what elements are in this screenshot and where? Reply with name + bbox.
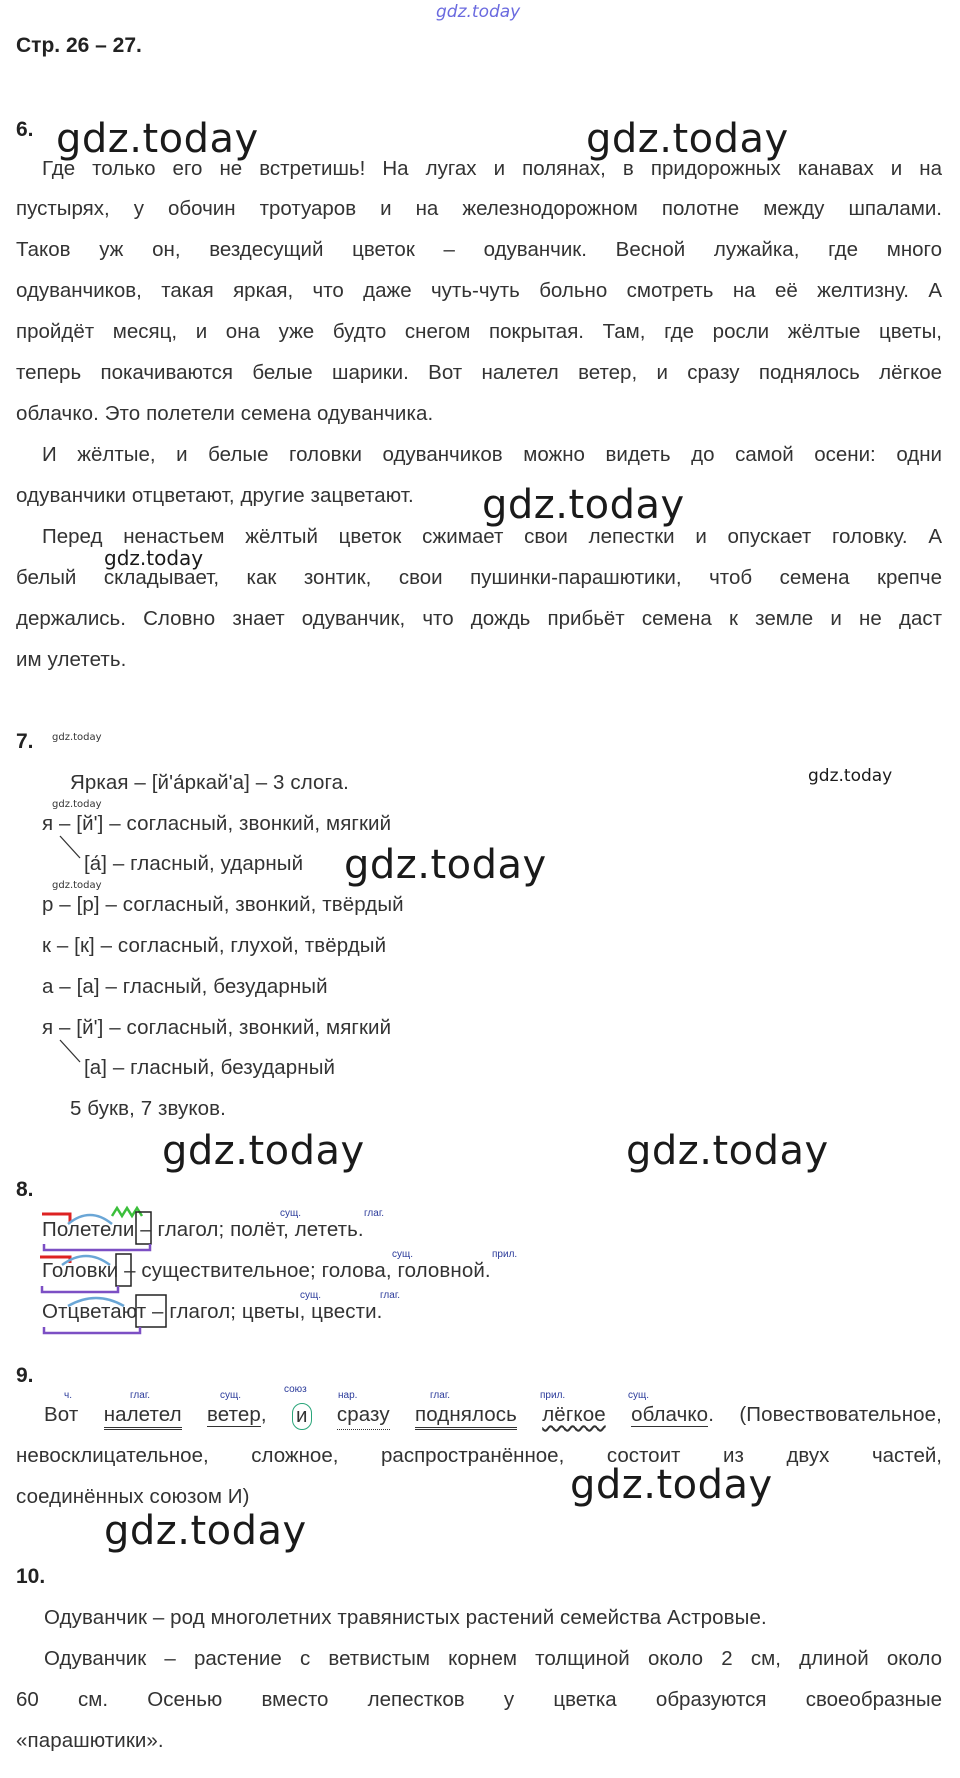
ex9-word-5: сразу	[337, 1403, 390, 1430]
ex6-line-2: пустырях, у обочин тротуаров и на железнодорожном полотне между шпалами.	[16, 197, 942, 220]
ex9-word-8: облачко	[631, 1403, 709, 1426]
ex9-tag-3: сущ.	[220, 1390, 242, 1401]
ex9-word-3: ветер	[207, 1403, 261, 1426]
ex9-tag-1: ч.	[64, 1390, 72, 1401]
ex9-word-7: лёгкое	[542, 1403, 606, 1426]
ex6-line-4: одуванчиков, такая яркая, что даже чуть-чуть больно смотреть на её желтизну. А	[16, 279, 942, 302]
ex8-tag-3b: глаг.	[380, 1290, 401, 1301]
ex7-row-4: к – [к] – согласный, глухой, твёрдый	[42, 934, 387, 957]
ex6-line-1: Где только его не встретишь! На лугах и полянах, в придорожных канавах и на	[42, 157, 942, 180]
ex9-word-1: Вот	[44, 1403, 79, 1426]
ex9-tag-5: нар.	[338, 1390, 358, 1401]
ex9-line-1	[44, 1403, 942, 1430]
watermark: gdz.today	[344, 842, 547, 888]
ex6-line-11: белый складывает, как зонтик, свои пушинки-парашютики, чтоб семена крепче	[16, 566, 942, 589]
ex8-word-1: Полетели	[42, 1218, 135, 1241]
ex6-line-12: держались. Словно знает одуванчик, что дождь прибьёт семена к земле и не даст	[16, 607, 942, 630]
ex9-word-3-group	[207, 1403, 267, 1430]
exercise-9-number: 9.	[16, 1364, 34, 1387]
ex10-line-4: «парашютики».	[16, 1729, 164, 1752]
ex6-line-10: Перед ненастьем жёлтый цветок сжимает свои лепестки и опускает головку. А	[42, 525, 942, 548]
watermark: gdz.today	[104, 1508, 307, 1554]
watermark: gdz.today	[52, 880, 102, 891]
ex8-rest-3: – глагол; цветы, цвести.	[146, 1300, 383, 1323]
ex6-line-7: облачко. Это полетели семена одуванчика.	[16, 402, 434, 425]
watermark: gdz.today	[482, 482, 685, 528]
ex10-line-1: Одуванчик – род многолетних травянистых растений семейства Астровые.	[44, 1606, 767, 1629]
ex9-line-2: невосклицательное, сложное, распространённое, состоит из двух частей,	[16, 1444, 942, 1467]
ex8-rest-2: – существительное; голова, головной.	[118, 1259, 491, 1282]
ex9-tag-2: глаг.	[130, 1390, 151, 1401]
exercise-10-number: 10.	[16, 1565, 46, 1588]
ex8-tag-2b: прил.	[492, 1249, 518, 1260]
ex9-word-2: налетел	[104, 1403, 182, 1430]
ex7-row-2: [а́] – гласный, ударный	[84, 852, 304, 875]
ex8-word-3: Отцветают	[42, 1300, 147, 1323]
watermark: gdz.today	[570, 1462, 773, 1508]
watermark-top: gdz.today	[436, 2, 521, 22]
ex9-tag-4: союз	[284, 1384, 307, 1395]
ex9-period: .	[708, 1403, 714, 1426]
ex8-tag-2a: сущ.	[392, 1249, 414, 1260]
ex7-row-7: [а] – гласный, безударный	[84, 1056, 336, 1079]
ex9-line-3: соединённых союзом И)	[16, 1485, 250, 1508]
ex9-word-8-group	[631, 1403, 714, 1430]
watermark: gdz.today	[586, 116, 789, 162]
page-range-heading: Стр. 26 – 27.	[16, 34, 142, 57]
ex6-line-8: И жёлтые, и белые головки одуванчиков можно видеть до самой осени: одни	[42, 443, 942, 466]
ex9-tag-6: глаг.	[430, 1390, 451, 1401]
ex8-tag-1a: сущ.	[280, 1208, 302, 1219]
ex8-tag-1b: глаг.	[364, 1208, 385, 1219]
ex7-row-5: а – [а] – гласный, безударный	[42, 975, 328, 998]
ex9-word-6: поднялось	[415, 1403, 517, 1430]
watermark: gdz.today	[52, 732, 102, 743]
ex7-summary: 5 букв, 7 звуков.	[70, 1097, 226, 1120]
watermark: gdz.today	[808, 766, 893, 786]
ex9-word-4: и	[292, 1403, 312, 1430]
ex10-line-3: 60 см. Осенью вместо лепестков у цветка образуются своеобразные	[16, 1688, 942, 1711]
ex8-word-2: Головки	[42, 1259, 119, 1282]
ex7-row-6: я – [й'] – согласный, звонкий, мягкий	[42, 1016, 392, 1039]
ex8-row-3	[42, 1300, 382, 1324]
ex10-line-2: Одуванчик – растение с ветвистым корнем толщиной около 2 см, длиной около	[44, 1647, 942, 1670]
ex8-rest-1: – глагол; полёт, лететь.	[134, 1218, 364, 1241]
ex6-line-6: теперь покачиваются белые шарики. Вот налетел ветер, и сразу поднялось лёгкое	[16, 361, 942, 384]
ex9-comma: ,	[260, 1403, 267, 1426]
ex9-tag-7: прил.	[540, 1390, 566, 1401]
ex8-row-1	[42, 1218, 364, 1242]
ex7-title: Яркая – [й'а́ркай'а] – 3 слога.	[70, 771, 349, 794]
ex7-row-1: я – [й'] – согласный, звонкий, мягкий	[42, 812, 392, 835]
ex6-line-5: пройдёт месяц, и она уже будто снегом покрытая. Там, где росли жёлтые цветы,	[16, 320, 942, 343]
watermark: gdz.today	[162, 1128, 365, 1174]
ex8-tag-3a: сущ.	[300, 1290, 322, 1301]
ex7-row-3: р – [р] – согласный, звонкий, твёрдый	[42, 893, 404, 916]
ex9-tail: (Повествовательное,	[739, 1403, 942, 1426]
exercise-6-number: 6.	[16, 118, 34, 141]
watermark: gdz.today	[52, 799, 102, 810]
watermark: gdz.today	[626, 1128, 829, 1174]
ex6-line-13: им улететь.	[16, 648, 127, 671]
ex6-line-3: Таков уж он, вездесущий цветок – одуванчик. Весной лужайка, где много	[16, 238, 942, 261]
ex6-line-9: одуванчики отцветают, другие зацветают.	[16, 484, 414, 507]
exercise-8-number: 8.	[16, 1178, 34, 1201]
watermark: gdz.today	[56, 116, 259, 162]
watermark: gdz.today	[104, 546, 204, 570]
ex9-tag-8: сущ.	[628, 1390, 650, 1401]
exercise-7-number: 7.	[16, 730, 34, 753]
ex8-row-2	[42, 1259, 491, 1283]
